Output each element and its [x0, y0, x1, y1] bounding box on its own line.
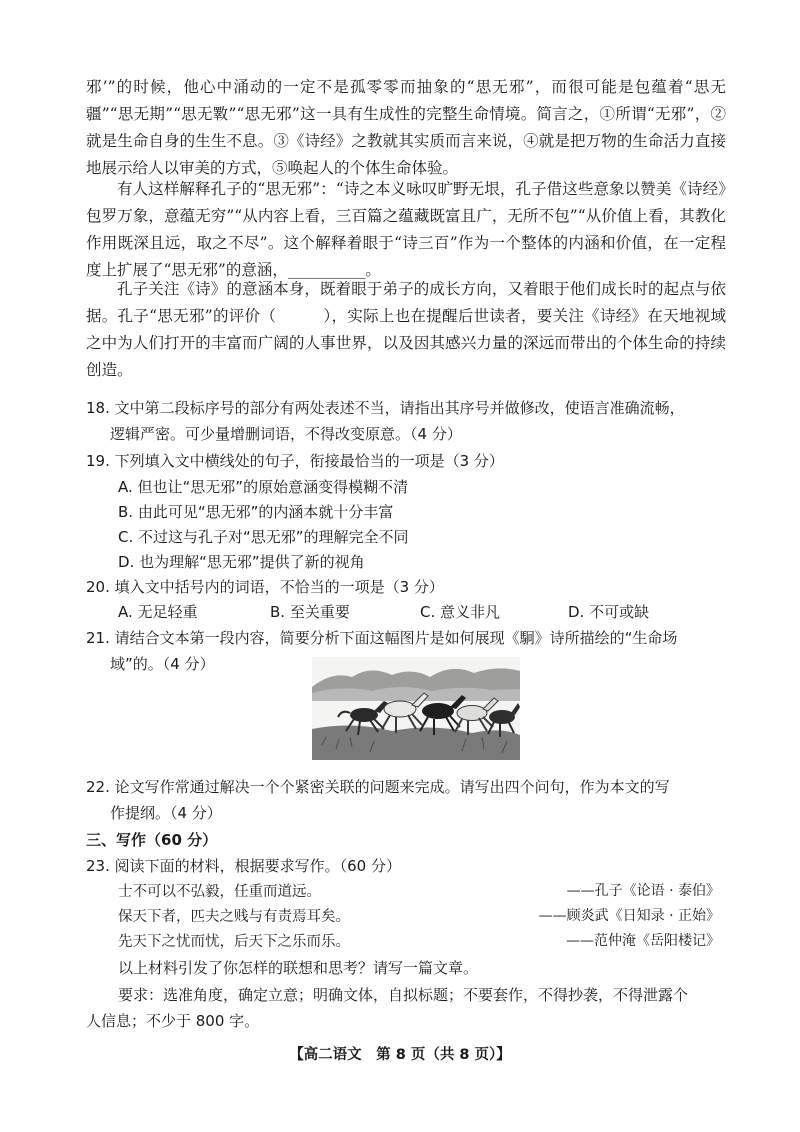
question-20-option-d: D. 不可或缺: [568, 603, 650, 621]
material-quote-1: 士不可以不弘毅，任重而道远。: [118, 884, 321, 900]
question-21-line-1: 21. 请结合文本第一段内容，简要分析下面这幅图片是如何展现《駉》诗所描绘的“生命场: [86, 629, 678, 647]
page-footer: 【高二语文 第 8 页（共 8 页）】: [289, 1047, 511, 1063]
passage-paragraph-2: 有人这样解释孔子的“思无邪”：“诗之本义咏叹旷野无垠，孔子借这些意象以赞美《诗经》包罗万象，意蕴无穷”“从内容上看，三百篇之蕴藏既富且广，无所不包”“从价值上看，其教化作用既深且远，取之不尽”。这个解释着眼于“诗三百”作为一个整体的内涵和价值，在一定程度上扩展了“思无邪”的意涵，__________。: [86, 180, 726, 279]
question-22-line-2: 作提纲。（4 分）: [110, 804, 222, 822]
writing-requirements-line-1: 要求：选准角度，确定立意；明确文体，自拟标题；不要套作，不得抄袭，不得泄露个: [118, 986, 689, 1004]
passage-paragraph-3: 孔子关注《诗》的意涵本身，既着眼于弟子的成长方向，又着眼于他们成长时的起点与依据。孔子“思无邪”的评价（ ），实际上也在提醒后世读者，要关注《诗经》在天地视域之中为人们打开的丰富而广阔的人事世界，以及因其感兴力量的深远而带出的个体生命的持续创造。: [86, 280, 726, 379]
material-source-3: ——范仲淹《岳阳楼记》: [566, 933, 720, 949]
question-19-option-a: A. 但也让“思无邪”的原始意涵变得模糊不清: [118, 478, 409, 496]
writing-prompt: 以上材料引发了你怎样的联想和思考？请写一篇文章。: [118, 959, 479, 977]
question-18-line-2: 逻辑严密。可少量增删词语，不得改变原意。（4 分）: [110, 425, 462, 443]
section-title-writing: 三、写作（60 分）: [86, 831, 218, 849]
material-source-1: ——孔子《论语 · 泰伯》: [566, 883, 720, 899]
material-quote-3: 先天下之忧而忧，后天下之乐而乐。: [118, 934, 350, 950]
question-21-line-2: 域”的。（4 分）: [110, 655, 215, 673]
material-source-2: ——顾炎武《日知录 · 正始》: [538, 908, 720, 924]
question-20-option-a: A. 无足轻重: [118, 603, 198, 621]
passage-paragraph-1: 邪’”的时候，他心中涌动的一定不是孤零零而抽象的“思无邪”，而很可能是包蕴着“思无疆”“思无期”“思无斁”“思无邪”这一具有生成性的完整生命情境。简言之，①所谓“无邪”，②就是生命自身的生生不息。③《诗经》之教就其实质而言来说，④就是把万物的生命活力直接地展示给人以审美的方式，⑤唤起人的个体生命体验。: [86, 78, 726, 177]
material-quote-2: 保天下者，匹夫之贱与有责焉耳矣。: [118, 909, 350, 925]
question-23-stem: 23. 阅读下面的材料，根据要求写作。（60 分）: [86, 857, 401, 875]
question-20-stem: 20. 填入文中括号内的词语，不恰当的一项是（3 分）: [86, 578, 444, 596]
galloping-horses-image: [312, 657, 520, 760]
question-20-option-b: B. 至关重要: [270, 603, 350, 621]
question-20-option-c: C. 意义非凡: [420, 603, 501, 621]
question-19-option-b: B. 由此可见“思无邪”的内涵本就十分丰富: [118, 503, 394, 521]
question-22-line-1: 22. 论文写作常通过解决一个个紧密关联的问题来完成。请写出四个问句，作为本文的写: [86, 778, 670, 796]
question-19-option-c: C. 不过这与孔子对“思无邪”的理解完全不同: [118, 528, 409, 546]
writing-requirements-line-2: 人信息；不少于 800 字。: [86, 1012, 260, 1030]
question-19-stem: 19. 下列填入文中横线处的句子，衔接最恰当的一项是（3 分）: [86, 452, 504, 470]
question-19-option-d: D. 也为理解“思无邪”提供了新的视角: [118, 553, 365, 571]
question-18-line-1: 18. 文中第二段标序号的部分有两处表述不当，请指出其序号并做修改，使语言准确流畅，: [86, 399, 685, 417]
